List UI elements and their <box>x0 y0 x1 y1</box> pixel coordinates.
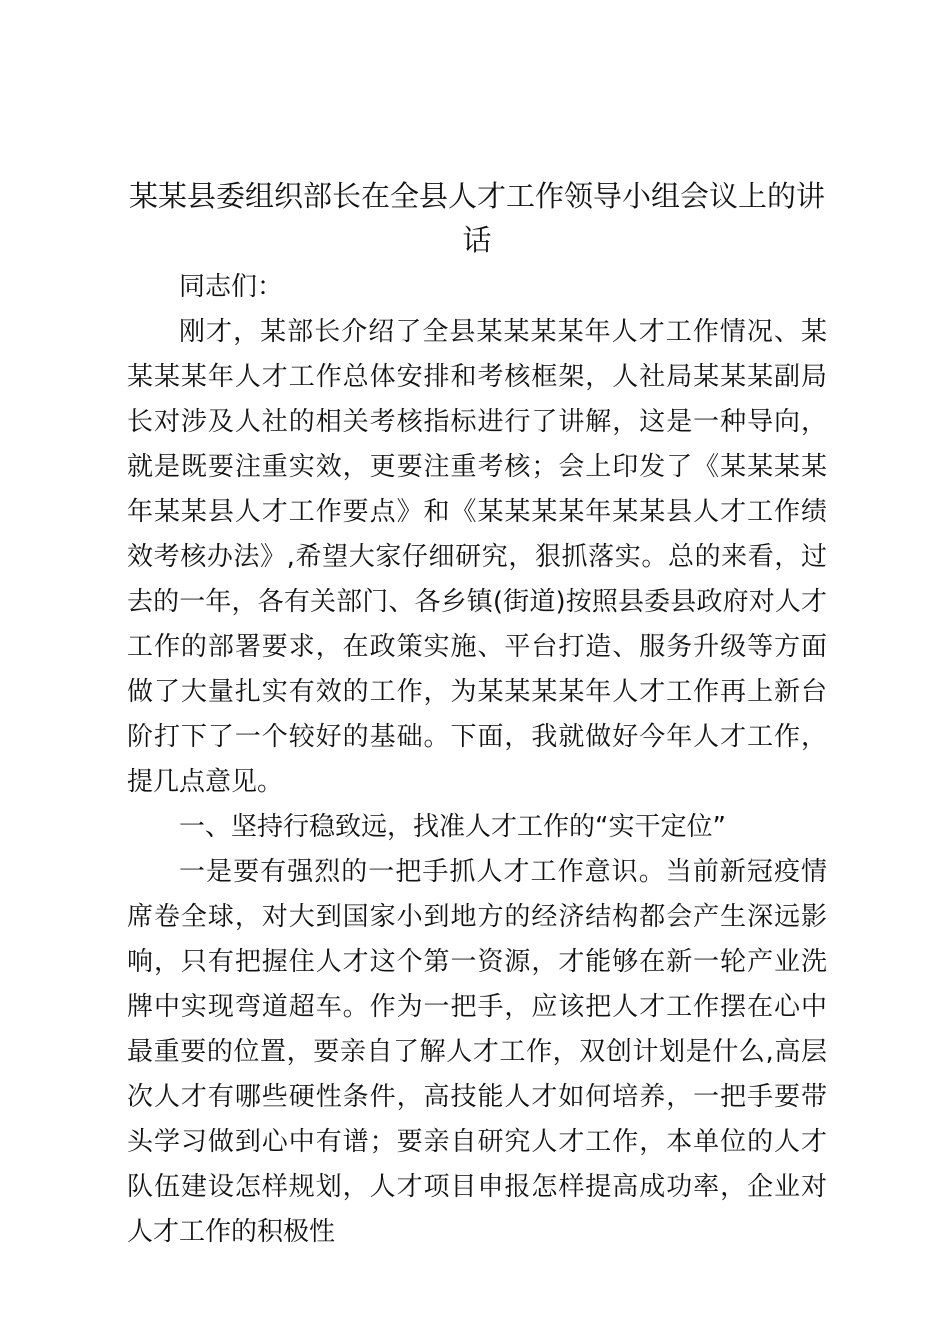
title-line-2: 话 <box>462 223 492 257</box>
paragraph-point-1: 一是要有强烈的一把手抓人才工作意识。当前新冠疫情席卷全球，对大到国家小到地方的经济结构都会产生深远影响，只有把握住人才这个第一资源，才能够在新一轮产业洗牌中实现弯道超车。作为一把手，应该把人才工作摆在心中最重要的位置，要亲自了解人才工作，双创计划是什么,高层次人才有哪些硬性条件，高技能人才如何培养，一把手要带头学习做到心中有谱；要亲自研究人才工作，本单位的人才队伍建设怎样规划，人才项目申报怎样提高成功率，企业对人才工作的积极性 <box>127 857 827 1247</box>
title-line-1: 某某县委组织部长在全县人才工作领导小组会议上的讲 <box>128 179 825 213</box>
document-title <box>127 174 827 262</box>
section-heading-1: 一、坚持行稳致远，找准人才工作的“实干定位” <box>179 812 726 842</box>
greeting: 同志们： <box>179 272 284 302</box>
paragraph-intro: 刚才，某部长介绍了全县某某某某年人才工作情况、某某某某年人才工作总体安排和考核框架，人社局某某某副局长对涉及人社的相关考核指标进行了讲解，这是一种导向，就是既要注重实效，更要注重考核；会上印发了《某某某某年某某县人才工作要点》和《某某某某年某某县人才工作绩效考核办法》,希望大家仔细研究，狠抓落实。总的来看，过去的一年，各有关部门、各乡镇(街道)按照县委县政府对人才工作的部署要求，在政策实施、平台打造、服务升级等方面做了大量扎实有效的工作，为某某某某年人才工作再上新台阶打下了一个较好的基础。下面，我就做好今年人才工作，提几点意见。 <box>127 317 827 797</box>
document-page <box>127 174 827 1255</box>
